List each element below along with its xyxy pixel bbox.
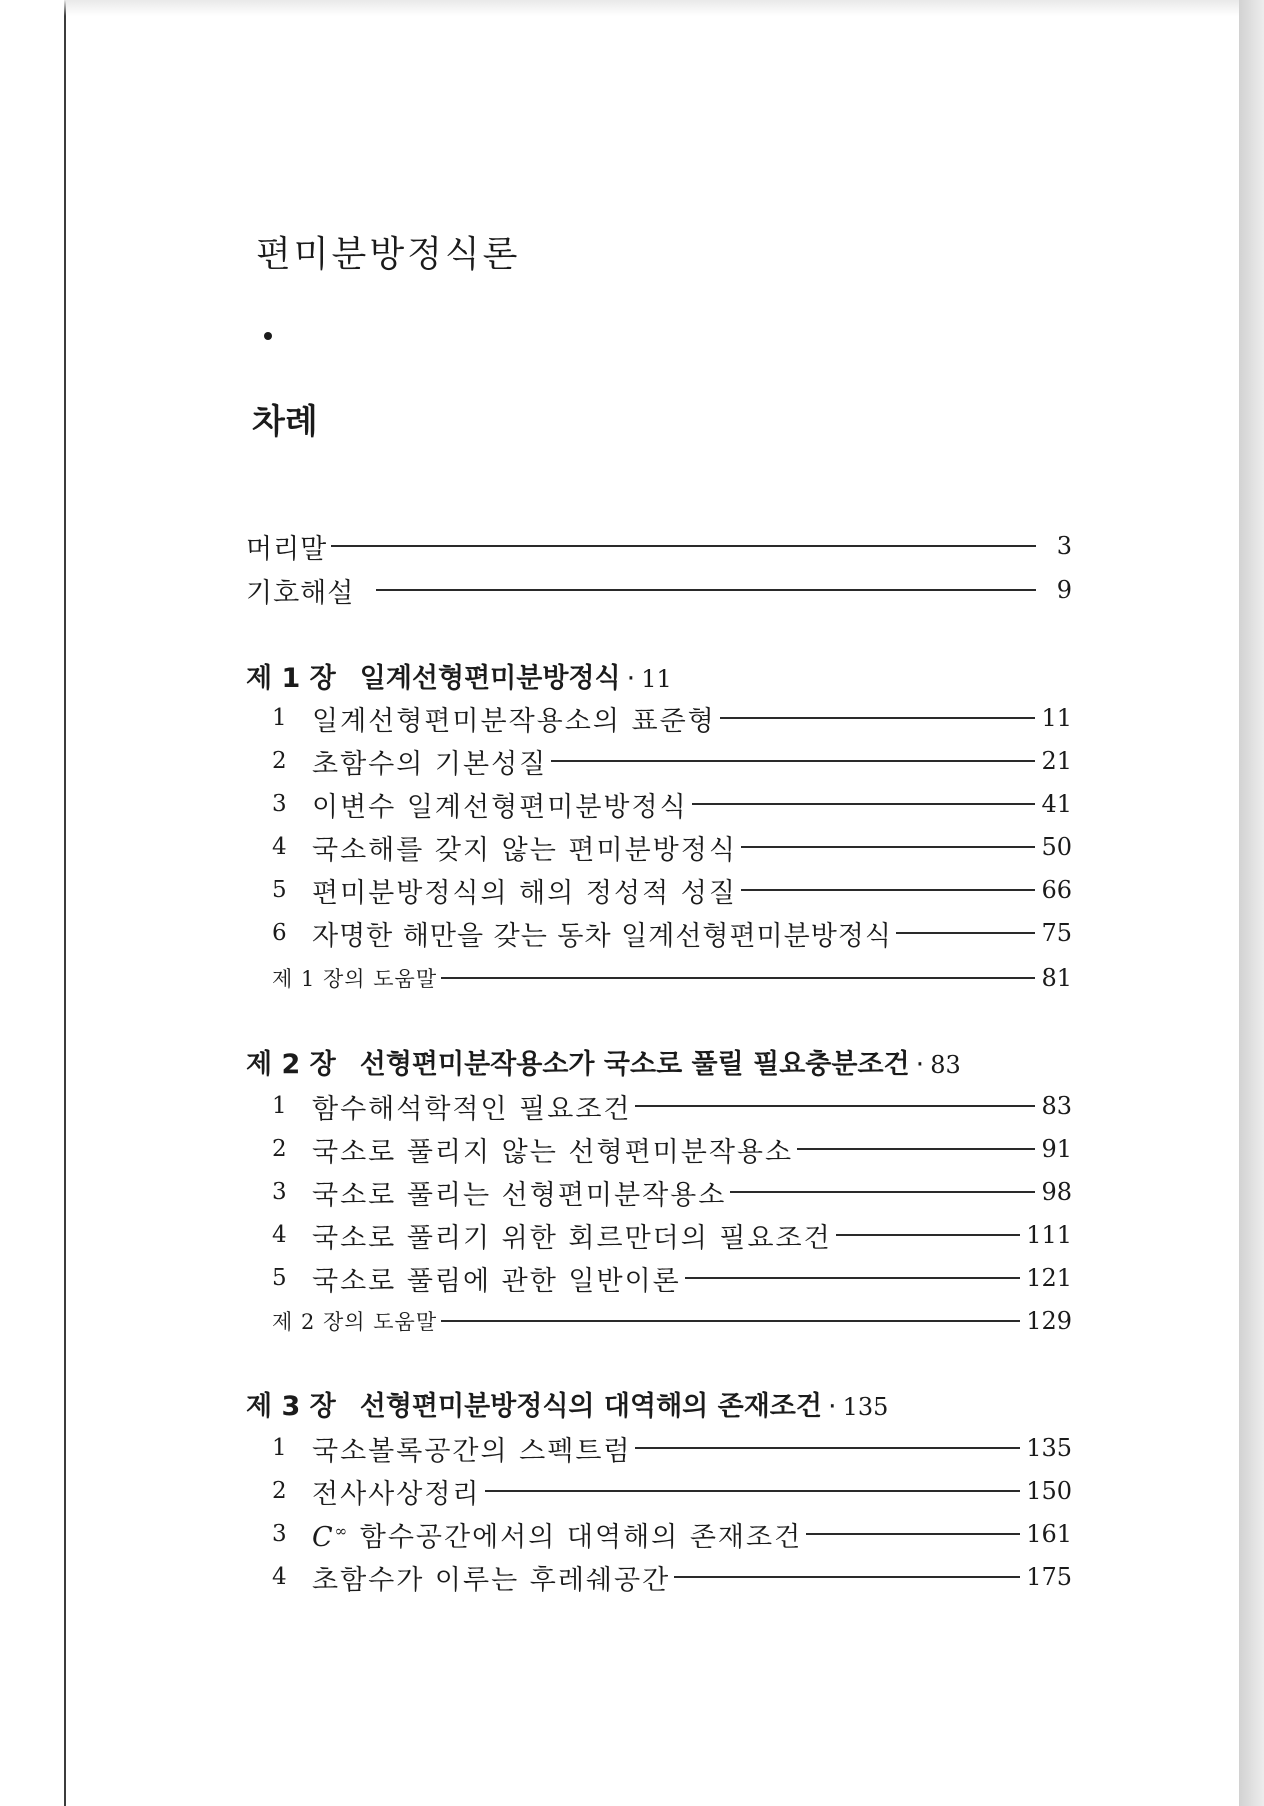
chapter-title: 선형편미분방정식의 대역해의 존재조건 xyxy=(359,1391,822,1422)
leader-line xyxy=(720,717,1036,719)
leader-line xyxy=(741,846,1036,848)
help-page: 81 xyxy=(1041,964,1072,992)
chapter-separator: · xyxy=(915,1049,925,1080)
toc-entry-title: 기호해설 xyxy=(246,577,355,609)
chapter-3-heading[interactable] xyxy=(246,1384,888,1423)
toc-section[interactable] xyxy=(272,1129,1072,1169)
section-title-with-prefix xyxy=(312,1515,802,1554)
leader-line xyxy=(692,803,1036,805)
section-title: 전사사상정리 xyxy=(312,1478,481,1510)
section-number: 1 xyxy=(272,1093,287,1119)
section-title: 일계선형편미분작용소의 표준형 xyxy=(312,705,716,737)
section-number: 4 xyxy=(272,834,287,860)
section-title: 국소로 풀리는 선형편미분작용소 xyxy=(312,1179,727,1211)
chapter-1-heading[interactable] xyxy=(246,656,672,695)
leader-line xyxy=(674,1576,1020,1578)
toc-section[interactable] xyxy=(272,698,1072,738)
help-title: 제 2 장의 도움말 xyxy=(272,1310,438,1334)
leader-line xyxy=(836,1234,1020,1236)
function-space-prefix: C xyxy=(312,1521,335,1553)
toc-section[interactable] xyxy=(272,913,1072,953)
leader-line xyxy=(730,1191,1035,1193)
infinity-superscript: ∞ xyxy=(334,1521,350,1540)
section-title: 국소해를 갖지 않는 편미분방정식 xyxy=(312,834,737,866)
toc-entry-title: 머리말 xyxy=(246,533,328,565)
toc-section[interactable] xyxy=(272,827,1072,867)
bullet-dot xyxy=(264,332,272,340)
toc-entry-notation[interactable] xyxy=(246,570,1072,610)
toc-entry-page: 3 xyxy=(1056,532,1072,560)
section-title: 국소로 풀림에 관한 일반이론 xyxy=(312,1265,681,1297)
toc-entry-preface[interactable] xyxy=(246,526,1072,566)
section-page: 175 xyxy=(1026,1563,1072,1591)
section-number: 5 xyxy=(272,877,287,903)
section-number: 1 xyxy=(272,1435,287,1461)
toc-section[interactable] xyxy=(272,1086,1072,1126)
toc-section[interactable] xyxy=(272,741,1072,781)
leader-line xyxy=(685,1277,1020,1279)
toc-section[interactable] xyxy=(272,1514,1072,1554)
section-title: 함수해석학적인 필요조건 xyxy=(312,1093,632,1125)
section-page: 150 xyxy=(1026,1477,1072,1505)
leader-line xyxy=(797,1148,1035,1150)
chapter-number: 제 2 장 xyxy=(246,1049,336,1080)
section-title: 국소볼록공간의 스펙트럼 xyxy=(312,1435,632,1467)
leader-line xyxy=(441,977,1035,979)
section-page: 98 xyxy=(1041,1178,1072,1206)
section-number: 2 xyxy=(272,1478,287,1504)
section-number: 3 xyxy=(272,1179,287,1205)
leader-line xyxy=(485,1490,1021,1492)
toc-heading: 차례 xyxy=(252,402,318,442)
section-number: 4 xyxy=(272,1222,287,1248)
section-number: 2 xyxy=(272,1136,287,1162)
leader-line xyxy=(806,1533,1020,1535)
section-page: 161 xyxy=(1026,1520,1072,1548)
toc-section[interactable] xyxy=(272,870,1072,910)
toc-section[interactable] xyxy=(272,1215,1072,1255)
leader-line xyxy=(741,889,1036,891)
section-number: 1 xyxy=(272,705,287,731)
chapter-page: 135 xyxy=(842,1393,889,1421)
section-number: 3 xyxy=(272,791,287,817)
book-title: 편미분방정식론 xyxy=(256,234,521,275)
page-right-edge xyxy=(1239,0,1264,1806)
toc-chapter-help[interactable] xyxy=(272,958,1072,998)
help-title: 제 1 장의 도움말 xyxy=(272,967,438,991)
toc-entry-page: 9 xyxy=(1056,576,1072,604)
page-top-shadow xyxy=(64,0,1239,16)
chapter-number: 제 1 장 xyxy=(246,663,336,694)
leader-line xyxy=(441,1320,1020,1322)
section-page: 11 xyxy=(1041,704,1072,732)
section-title: 편미분방정식의 해의 정성적 성질 xyxy=(312,877,737,909)
section-page: 91 xyxy=(1041,1135,1072,1163)
chapter-2-heading[interactable] xyxy=(246,1042,961,1081)
toc-section[interactable] xyxy=(272,1557,1072,1597)
toc-section[interactable] xyxy=(272,1471,1072,1511)
section-page: 50 xyxy=(1041,833,1072,861)
section-number: 4 xyxy=(272,1564,287,1590)
section-title: 함수공간에서의 대역해의 존재조건 xyxy=(359,1521,803,1553)
section-title: 자명한 해만을 갖는 동차 일계선형편미분방정식 xyxy=(312,920,892,952)
section-title: 초함수의 기본성질 xyxy=(312,748,548,780)
section-number: 2 xyxy=(272,748,287,774)
chapter-separator: · xyxy=(626,663,636,694)
leader-line xyxy=(331,545,1036,547)
section-page: 121 xyxy=(1026,1264,1072,1292)
section-page: 66 xyxy=(1041,876,1072,904)
leader-line xyxy=(551,760,1035,762)
section-title: 초함수가 이루는 후레쉐공간 xyxy=(312,1564,671,1596)
toc-chapter-help[interactable] xyxy=(272,1301,1072,1341)
help-page: 129 xyxy=(1026,1307,1072,1335)
chapter-title: 선형편미분작용소가 국소로 풀릴 필요충분조건 xyxy=(359,1049,910,1080)
toc-section[interactable] xyxy=(272,1258,1072,1298)
leader-line xyxy=(635,1447,1020,1449)
section-page: 75 xyxy=(1041,919,1072,947)
leader-line xyxy=(376,589,1036,591)
toc-section[interactable] xyxy=(272,1428,1072,1468)
section-title: 국소로 풀리지 않는 선형편미분작용소 xyxy=(312,1136,794,1168)
chapter-title: 일계선형편미분방정식 xyxy=(359,663,621,694)
leader-line xyxy=(896,932,1035,934)
chapter-page: 83 xyxy=(930,1051,961,1079)
chapter-page: 11 xyxy=(641,665,672,693)
section-number: 5 xyxy=(272,1265,287,1291)
section-number: 6 xyxy=(272,920,287,946)
section-page: 135 xyxy=(1026,1434,1072,1462)
section-title: 국소로 풀리기 위한 회르만더의 필요조건 xyxy=(312,1222,832,1254)
leader-line xyxy=(635,1105,1035,1107)
chapter-number: 제 3 장 xyxy=(246,1391,336,1422)
section-page: 83 xyxy=(1041,1092,1072,1120)
section-page: 41 xyxy=(1041,790,1072,818)
section-number: 3 xyxy=(272,1521,287,1547)
chapter-separator: · xyxy=(827,1391,837,1422)
section-title: 이변수 일계선형편미분방정식 xyxy=(312,791,688,823)
toc-section[interactable] xyxy=(272,1172,1072,1212)
toc-section[interactable] xyxy=(272,784,1072,824)
section-page: 111 xyxy=(1026,1221,1072,1249)
section-page: 21 xyxy=(1041,747,1072,775)
